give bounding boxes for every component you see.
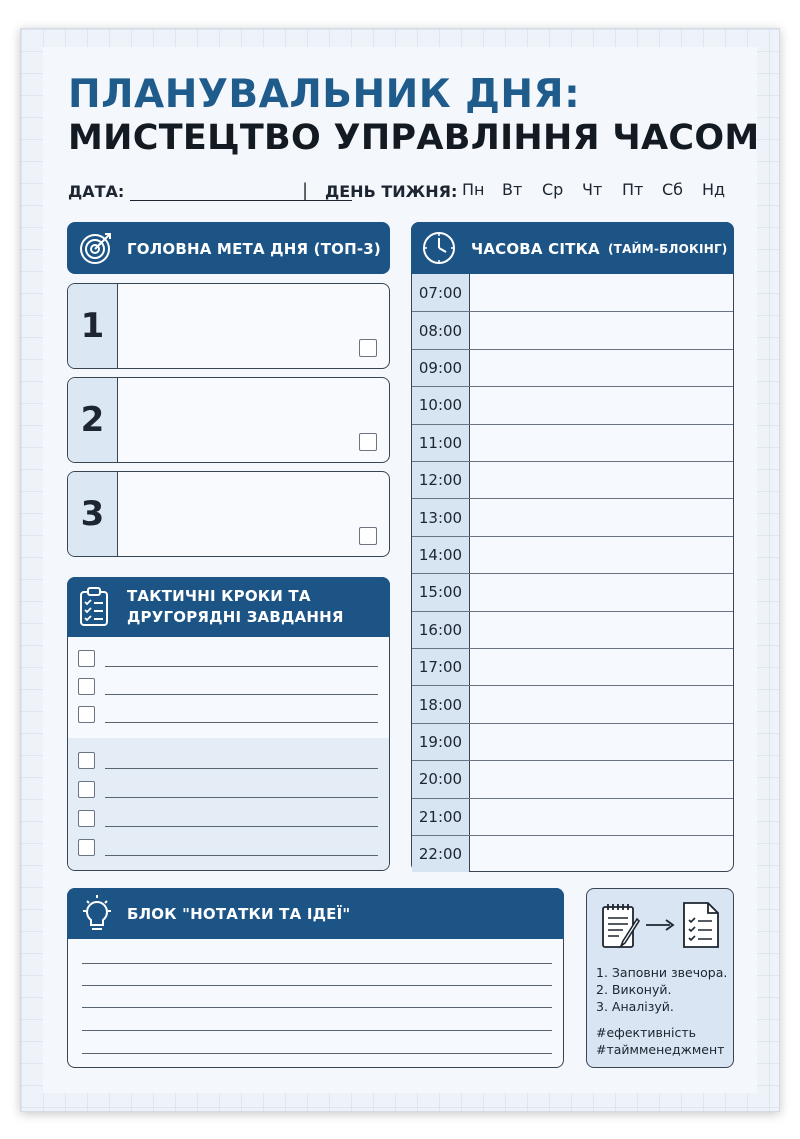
page-title-line1: ПЛАНУВАЛЬНИК ДНЯ:: [68, 72, 581, 117]
notes-line[interactable]: [82, 985, 552, 986]
task-line[interactable]: [105, 666, 378, 667]
date-label: ДАТА:: [68, 182, 125, 201]
time-slot-row[interactable]: [412, 311, 733, 348]
task-row[interactable]: [78, 839, 378, 859]
time-slot-row[interactable]: [412, 349, 733, 386]
notes-line[interactable]: [82, 1030, 552, 1031]
task-row[interactable]: [78, 706, 378, 726]
goal-item[interactable]: [67, 377, 390, 463]
goals-header: [67, 222, 390, 274]
time-label: 19:00: [412, 724, 470, 760]
time-label: 16:00: [412, 612, 470, 648]
task-checkbox[interactable]: [78, 810, 95, 827]
task-line[interactable]: [105, 694, 378, 695]
instruction-step-3: 3. Аналізуй.: [596, 999, 674, 1014]
task-checkbox[interactable]: [78, 781, 95, 798]
goal-checkbox[interactable]: [359, 339, 377, 357]
task-line[interactable]: [105, 797, 378, 798]
time-slot-row[interactable]: [412, 498, 733, 535]
task-row[interactable]: [78, 650, 378, 670]
notes-header: [67, 888, 564, 939]
time-label: 08:00: [412, 312, 470, 348]
weekday-thu[interactable]: Чт: [582, 180, 603, 199]
time-label: 17:00: [412, 649, 470, 685]
time-label: 21:00: [412, 799, 470, 835]
time-label: 15:00: [412, 574, 470, 610]
document-checklist-icon: [681, 901, 721, 953]
task-checkbox[interactable]: [78, 678, 95, 695]
notepad-pencil-icon: [601, 901, 641, 953]
time-slot-row[interactable]: [412, 685, 733, 722]
weekday-sat[interactable]: Сб: [662, 180, 684, 199]
clock-icon: [421, 230, 457, 270]
task-line[interactable]: [105, 722, 378, 723]
goal-checkbox[interactable]: [359, 527, 377, 545]
time-slot-row[interactable]: [412, 723, 733, 760]
time-label: 20:00: [412, 761, 470, 797]
time-label: 07:00: [412, 274, 470, 311]
task-checkbox[interactable]: [78, 650, 95, 667]
goal-item[interactable]: [67, 283, 390, 369]
time-label: 14:00: [412, 537, 470, 573]
time-label: 13:00: [412, 499, 470, 535]
goal-number: 3: [68, 472, 118, 556]
task-checkbox[interactable]: [78, 839, 95, 856]
weekday-sun[interactable]: Нд: [702, 180, 726, 199]
weekday-wed[interactable]: Ср: [542, 180, 564, 199]
tasks-header: [67, 577, 390, 637]
weekday-list: [462, 180, 742, 199]
target-icon: [79, 231, 113, 269]
instruction-step-2: 2. Виконуй.: [596, 982, 672, 997]
time-slot-row[interactable]: [412, 648, 733, 685]
tasks-title-line1: ТАКТИЧНІ КРОКИ ТА: [127, 587, 311, 605]
lightbulb-icon: [79, 894, 115, 938]
schedule-title: ЧАСОВА СІТКА: [471, 240, 600, 258]
time-label: 10:00: [412, 387, 470, 423]
time-slot-row[interactable]: [412, 461, 733, 498]
page-title-line2: МИСТЕЦТВО УПРАВЛІННЯ ЧАСОМ: [68, 118, 760, 158]
notes-title: БЛОК "НОТАТКИ ТА ІДЕЇ": [127, 905, 351, 923]
time-slot-row[interactable]: [412, 536, 733, 573]
notes-line[interactable]: [82, 963, 552, 964]
time-slot-row[interactable]: [412, 274, 733, 311]
task-row[interactable]: [78, 781, 378, 801]
time-slot-row[interactable]: [412, 798, 733, 835]
task-row[interactable]: [78, 810, 378, 830]
task-checkbox[interactable]: [78, 752, 95, 769]
task-line[interactable]: [105, 768, 378, 769]
time-slot-row[interactable]: [412, 573, 733, 610]
weekday-tue[interactable]: Вт: [502, 180, 523, 199]
hashtag-time-management: #таймменеджмент: [596, 1042, 725, 1057]
date-input-line[interactable]: [130, 200, 352, 201]
time-label: 22:00: [412, 836, 470, 872]
time-label: 11:00: [412, 425, 470, 461]
time-slot-row[interactable]: [412, 424, 733, 461]
instructions-panel: [586, 888, 734, 1068]
task-row[interactable]: [78, 752, 378, 772]
task-line[interactable]: [105, 855, 378, 856]
time-label: 12:00: [412, 462, 470, 498]
time-slot-row[interactable]: [412, 760, 733, 797]
instruction-step-1: 1. Заповни звечора.: [596, 965, 728, 980]
notes-line[interactable]: [82, 1007, 552, 1008]
weekday-mon[interactable]: Пн: [462, 180, 485, 199]
goal-item[interactable]: [67, 471, 390, 557]
weekday-fri[interactable]: Пт: [622, 180, 644, 199]
task-checkbox[interactable]: [78, 706, 95, 723]
goals-title: ГОЛОВНА МЕТА ДНЯ (ТОП-3): [127, 240, 381, 258]
time-label: 18:00: [412, 686, 470, 722]
goal-checkbox[interactable]: [359, 433, 377, 451]
clipboard-checklist-icon: [79, 587, 109, 631]
date-separator: |: [302, 180, 309, 201]
tasks-title-line2: ДРУГОРЯДНІ ЗАВДАННЯ: [127, 608, 344, 626]
goal-number: 1: [68, 284, 118, 368]
time-slot-row[interactable]: [412, 835, 733, 872]
notes-line[interactable]: [82, 1053, 552, 1054]
task-line[interactable]: [105, 826, 378, 827]
task-row[interactable]: [78, 678, 378, 698]
time-label: 09:00: [412, 350, 470, 386]
schedule-header: [411, 222, 734, 274]
arrow-right-icon: [645, 917, 675, 936]
time-slot-row[interactable]: [412, 386, 733, 423]
schedule-subtitle: (ТАЙМ-БЛОКІНГ): [608, 242, 728, 256]
goal-number: 2: [68, 378, 118, 462]
time-slot-row[interactable]: [412, 611, 733, 648]
hashtag-efficiency: #ефективність: [596, 1025, 697, 1040]
weekday-label: ДЕНЬ ТИЖНЯ:: [325, 182, 458, 201]
date-row: [68, 180, 736, 204]
